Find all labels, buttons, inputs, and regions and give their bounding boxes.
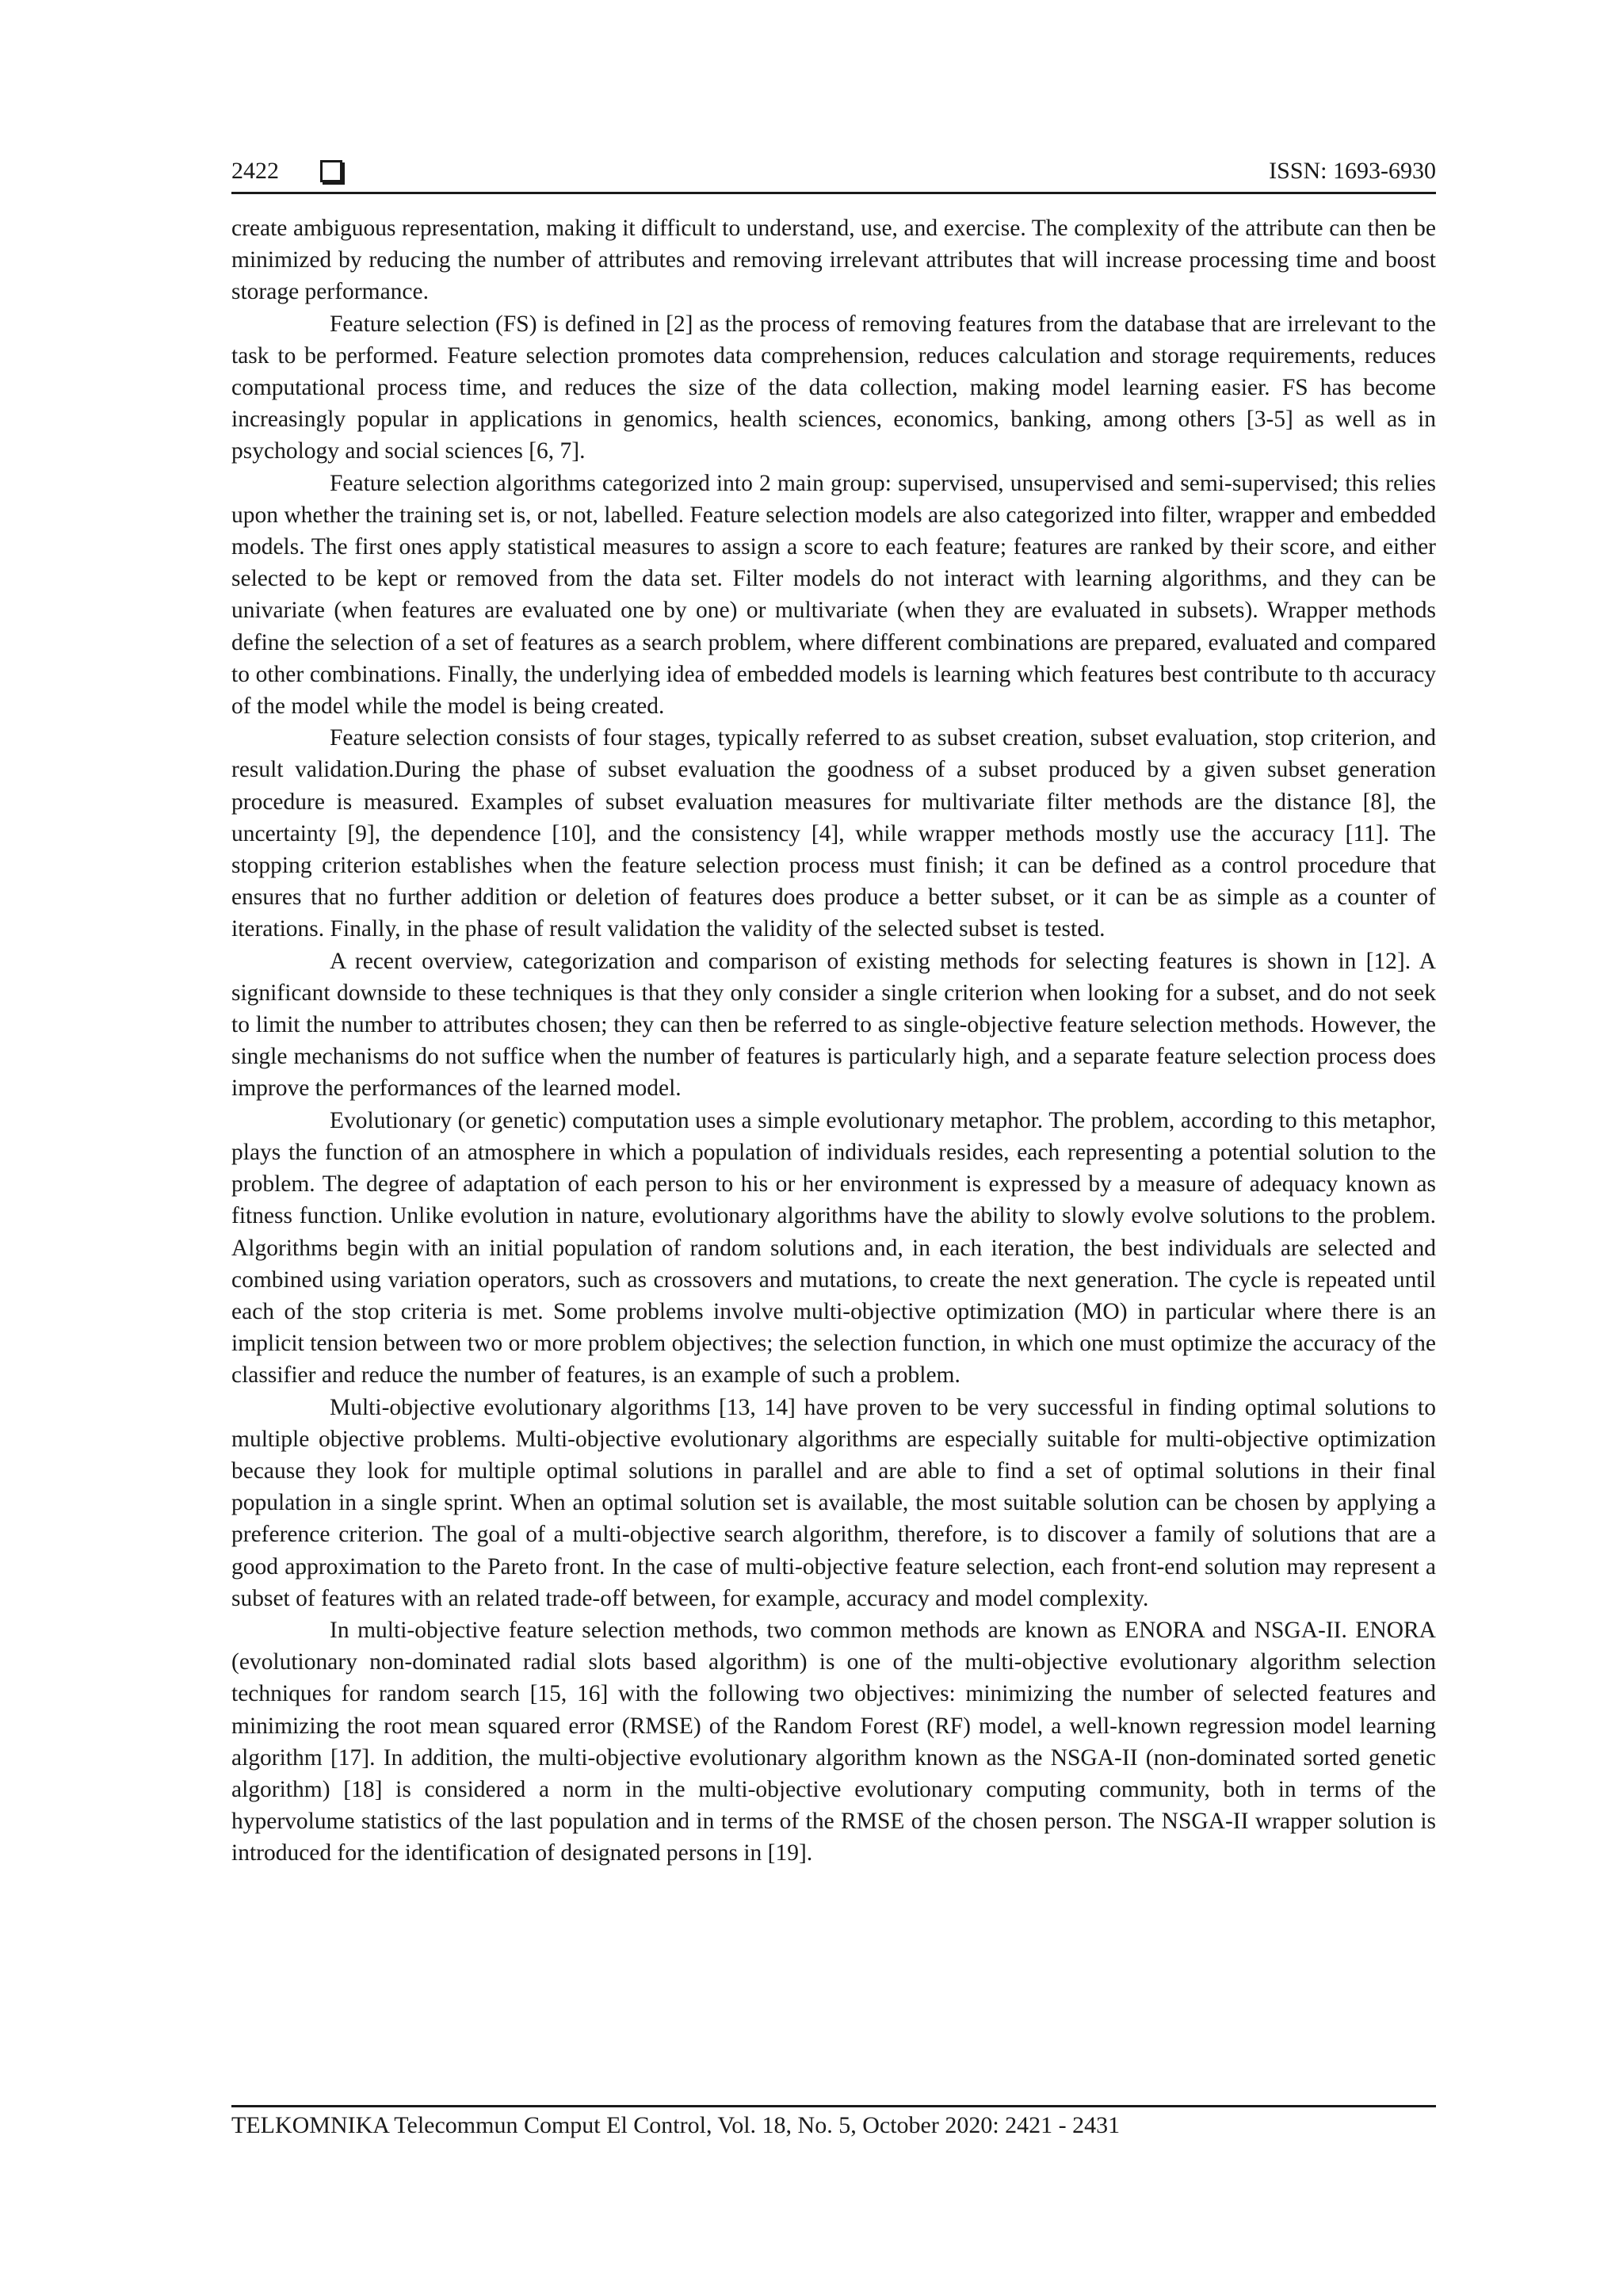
paragraph: Feature selection consists of four stages, typically referred to as subset creation, subset evaluation, stop criterion, and result validation.During the phase of subset evaluation the goodness of a subset produced by a given subset generation procedure is measured. Examples of subset evaluation measures for multivariate filter methods are the distance [8], the uncertainty [9], the dependence [10], and the consistency [4], while wrapper methods mostly use the accuracy [11]. The stopping criterion establishes when the feature selection process must finish; it can be defined as a control procedure that ensures that no further addition or deletion of features does produce a better subset, or it can be as simple as a counter of iterations. Finally, in the phase of result validation the validity of the selected subset is tested. bbox=[231, 725, 1436, 942]
header-divider bbox=[231, 192, 1436, 194]
paragraph: Multi-objective evolutionary algorithms [13, 14] have proven to be very successful in finding optimal solutions to multiple objective problems. Multi-objective evolutionary algorithms are especially suitable for multi-objective optimization because they look for multiple optimal solutions in parallel and are able to find a set of optimal solutions in their final population in a single sprint. When an optimal solution set is available, the most suitable solution can be chosen by applying a preference criterion. The goal of a multi-objective search algorithm, therefore, is to discover a family of solutions that are a good approximation to the Pareto front. In the case of multi-objective feature selection, each front-end solution may represent a subset of features with an related trade-off between, for example, accuracy and model complexity. bbox=[231, 1394, 1436, 1611]
paragraph: Evolutionary (or genetic) computation uses a simple evolutionary metaphor. The problem, according to this metaphor, plays the function of an atmosphere in which a population of individuals resides, each representing a potential solution to the problem. The degree of adaptation of each person to his or her environment is expressed by a measure of adequacy known as fitness function. Unlike evolution in nature, evolutionary algorithms have the ability to slowly evolve solutions to the problem. Algorithms begin with an initial population of random solutions and, in each iteration, the best individuals are selected and combined using variation operators, such as crossovers and mutations, to create the next generation. The cycle is repeated until each of the stop criteria is met. Some problems involve multi-objective optimization (MO) in particular where there is an implicit tension between two or more problem objectives; the selection function, in which one must optimize the accuracy of the classifier and reduce the number of features, is an example of such a problem. bbox=[231, 1107, 1436, 1389]
square-box-icon bbox=[320, 160, 342, 182]
paragraph: Feature selection (FS) is defined in [2] as the process of removing features from the database that are irrelevant to the task to be performed. Feature selection promotes data comprehension, reduces calculation and storage requirements, reduces computational process time, and reduces the size of the data collection, making model learning easier. FS has become increasingly popular in applications in genomics, health sciences, economics, banking, among others [3-5] as well as in psychology and social sciences [6, 7]. bbox=[231, 311, 1436, 464]
body-text bbox=[231, 212, 1436, 1870]
paragraph: A recent overview, categorization and comparison of existing methods for selecting features is shown in [12]. A significant downside to these techniques is that they only consider a single criterion when looking for a subset, and do not seek to limit the number to attributes chosen; they can then be referred to as single-objective feature selection methods. However, the single mechanisms do not suffice when the number of features is particularly high, and a separate feature selection process does improve the performances of the learned model. bbox=[231, 948, 1436, 1102]
journal-footer: TELKOMNIKA Telecommun Comput El Control, Vol. 18, No. 5, October 2020: 2421 - 2431 bbox=[231, 2112, 1121, 2138]
issn-label: ISSN: 1693-6930 bbox=[1269, 158, 1436, 184]
paragraph: In multi-objective feature selection methods, two common methods are known as ENORA and NSGA-II. ENORA (evolutionary non-dominated radial slots based algorithm) is one of the multi-objective evolutionary algorithm selection techniques for random search [15, 16] with the following two objectives: minimizing the number of selected features and minimizing the root mean squared error (RMSE) of the Random Forest (RF) model, a well-known regression model learning algorithm [17]. In addition, the multi-objective evolutionary algorithm known as the NSGA-II (non-dominated sorted genetic algorithm) [18] is considered a norm in the multi-objective evolutionary computing community, both in terms of the hypervolume statistics of the last population and in terms of the RMSE of the chosen person. The NSGA-II wrapper solution is introduced for the identification of designated persons in [19]. bbox=[231, 1617, 1436, 1866]
paragraph: Feature selection algorithms categorized into 2 main group: supervised, unsupervised and semi-supervised; this relies upon whether the training set is, or not, labelled. Feature selection models are also categorized into filter, wrapper and embedded models. The first ones apply statistical measures to assign a score to each feature; features are ranked by their score, and either selected to be kept or removed from the data set. Filter models do not interact with learning algorithms, and they can be univariate (when features are evaluated one by one) or multivariate (when they are evaluated in subsets). Wrapper methods define the selection of a set of features as a search problem, where different combinations are prepared, evaluated and compared to other combinations. Finally, the underlying idea of embedded models is learning which features best contribute to th accuracy of the model while the model is being created. bbox=[231, 470, 1436, 720]
paragraph-continued: create ambiguous representation, making it difficult to understand, use, and exercise. The complexity of the attribute can then be minimized by reducing the number of attributes and removing irrelevant attributes that will increase processing time and boost storage performance. bbox=[231, 216, 1436, 305]
running-header bbox=[231, 155, 1436, 193]
page-number: 2422 bbox=[231, 158, 279, 184]
footer-divider bbox=[231, 2105, 1436, 2107]
